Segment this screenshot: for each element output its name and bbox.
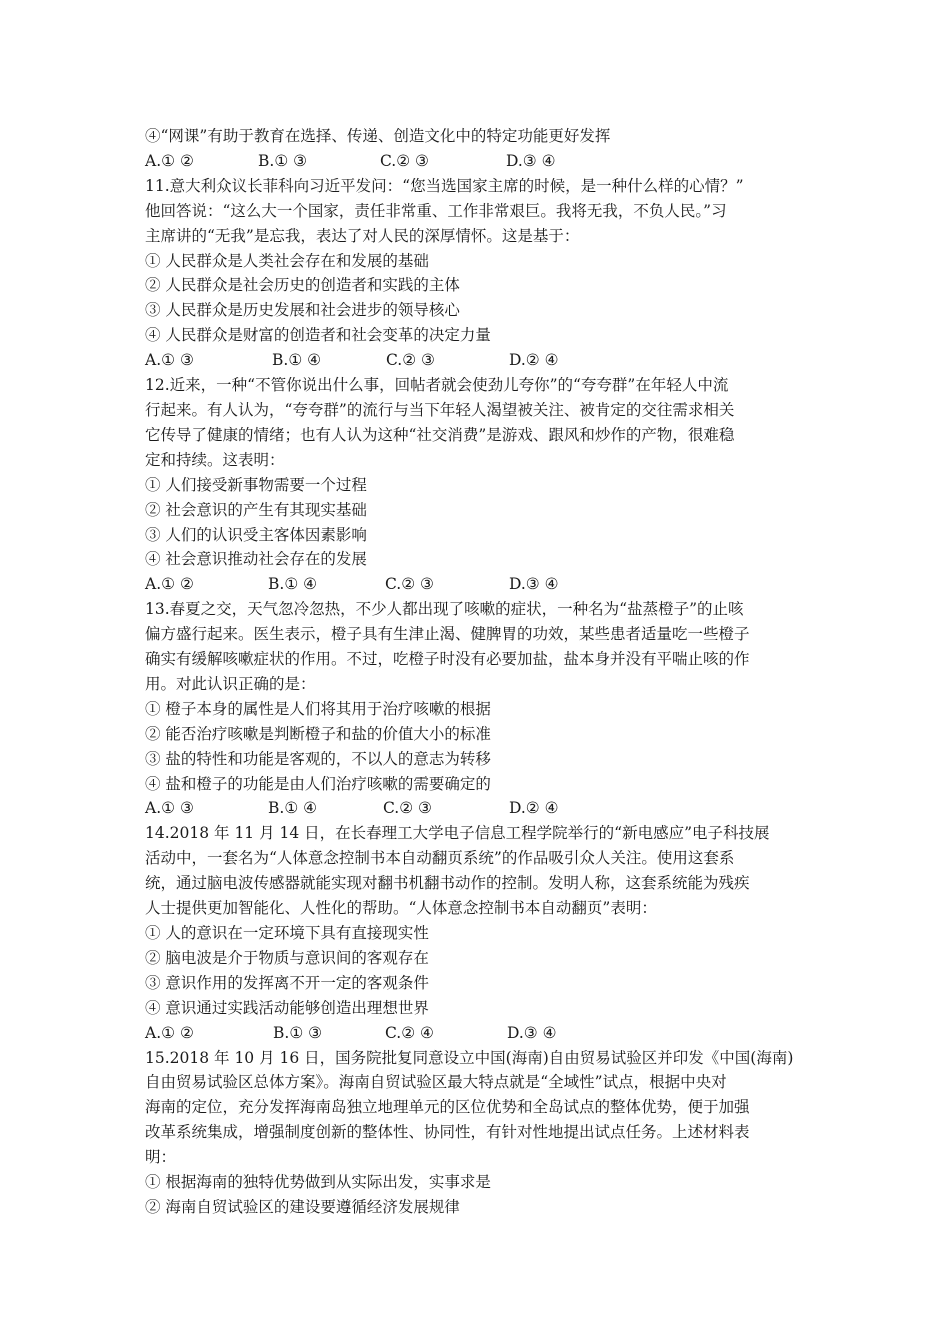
option-d: D.③ ④ xyxy=(509,575,559,594)
question-stem-line: 用。对此认识正确的是： xyxy=(145,674,316,693)
option-d: D.③ ④ xyxy=(507,1023,557,1042)
question-stem-line: 主席讲的“无我”是忘我，表达了对人民的深厚情怀。这是基于： xyxy=(145,226,580,245)
option-a: A.① ② xyxy=(145,151,194,170)
q10-options xyxy=(145,149,815,174)
option-a: A.① ③ xyxy=(145,799,194,818)
option-b: B.① ③ xyxy=(258,151,308,170)
answer-item: ④ 盐和橙子的功能是由人们治疗咳嗽的需要确定的 xyxy=(145,774,491,793)
document-page xyxy=(145,124,815,1220)
answer-options xyxy=(145,572,815,597)
option-b: B.① ④ xyxy=(272,351,322,370)
question-stem-line: 改革系统集成，增强制度创新的整体性、协同性，有针对性地提出试点任务。上述材料表 xyxy=(145,1123,750,1142)
question-stem-line: 活动中，一套名为“人体意念控制书本自动翻页系统”的作品吸引众人关注。使用这套系 xyxy=(145,849,735,868)
option-c: C.② ③ xyxy=(383,799,432,818)
question-stem-line: 明： xyxy=(145,1148,177,1167)
question-14 xyxy=(145,821,815,1045)
option-b: B.① ④ xyxy=(268,575,318,594)
answer-item: ① 人们接受新事物需要一个过程 xyxy=(145,475,367,494)
answer-item: ② 人民群众是社会历史的创造者和实践的主体 xyxy=(145,276,460,295)
answer-item: ① 人的意识在一定环境下具有直接现实性 xyxy=(145,924,429,942)
answer-item: ③ 盐的特性和功能是客观的，不以人的意志为转移 xyxy=(145,749,491,768)
option-c: C.② ③ xyxy=(385,575,434,594)
question-stem-line: 偏方盛行起来。医生表示，橙子具有生津止渴、健脾胃的功效，某些患者适量吃一些橙子 xyxy=(145,625,750,644)
option-a: A.① ② xyxy=(145,1023,194,1042)
answer-item: ① 人民群众是人类社会存在和发展的基础 xyxy=(145,251,429,270)
question-stem-line: 13.春夏之交，天气忽冷忽热，不少人都出现了咳嗽的症状，一种名为“盐蒸橙子”的止咳 xyxy=(145,600,744,619)
answer-item: ② 社会意识的产生有其现实基础 xyxy=(145,500,367,519)
answer-item: ④ 社会意识推动社会存在的发展 xyxy=(145,550,367,569)
answer-item: ④ 人民群众是财富的创造者和社会变革的决定力量 xyxy=(145,326,491,345)
question-12 xyxy=(145,373,815,597)
question-15 xyxy=(145,1046,815,1220)
question-11 xyxy=(145,174,815,373)
option-c: C.② ③ xyxy=(380,151,429,170)
question-stem-line: 行起来。有人认为，“夸夸群”的流行与当下年轻人渴望被关注、被肯定的交往需求相关 xyxy=(145,400,735,419)
question-stem-line: 人士提供更加智能化、人性化的帮助。“人体意念控制书本自动翻页”表明： xyxy=(145,899,657,918)
option-c: C.② ③ xyxy=(386,351,435,370)
question-stem-line: 自由贸易试验区总体方案》。海南自贸试验区最大特点就是“全域性”试点，根据中央对 xyxy=(145,1073,727,1092)
option-a: A.① ③ xyxy=(145,351,194,370)
answer-item: ④ 意识通过实践活动能够创造出理想世界 xyxy=(145,998,429,1017)
option-d: D.② ④ xyxy=(509,351,559,370)
question-13 xyxy=(145,597,815,821)
option-d: D.③ ④ xyxy=(506,151,556,170)
option-c: C.② ④ xyxy=(385,1023,434,1042)
question-stem-line: 定和持续。这表明： xyxy=(145,450,285,469)
question-stem-line: 14.2018 年 11 月 14 日，在长春理工大学电子信息工程学院举行的“新电感应”电子科技展 xyxy=(145,824,770,843)
answer-item: ③ 人们的认识受主客体因素影响 xyxy=(145,525,367,544)
answer-item: ① 根据海南的独特优势做到从实际出发，实事求是 xyxy=(145,1173,491,1192)
question-stem-line: 他回答说：“这么大一个国家，责任非常重、工作非常艰巨。我将无我，不负人民。”习 xyxy=(145,201,727,220)
question-stem-line: 15.2018 年 10 月 16 日，国务院批复同意设立中国(海南)自由贸易试验区并印发《中国(海南) xyxy=(145,1048,794,1067)
q10-item-4: ④“网课”有助于教育在选择、传递、创造文化中的特定功能更好发挥 xyxy=(145,127,611,145)
question-stem-line: 它传导了健康的情绪；也有人认为这种“社交消费”是游戏、跟风和炒作的产物，很难稳 xyxy=(145,425,735,444)
answer-options xyxy=(145,1021,815,1046)
option-d: D.② ④ xyxy=(509,799,559,818)
option-a: A.① ② xyxy=(145,575,194,594)
answer-item: ① 橙子本身的属性是人们将其用于治疗咳嗽的根据 xyxy=(145,699,491,718)
question-stem-line: 12.近来，一种“不管你说出什么事，回帖者就会使劲儿夸你”的“夸夸群”在年轻人中流 xyxy=(145,376,729,395)
answer-item: ③ 人民群众是历史发展和社会进步的领导核心 xyxy=(145,301,460,320)
answer-item: ③ 意识作用的发挥离不开一定的客观条件 xyxy=(145,973,429,992)
option-b: B.① ④ xyxy=(268,799,318,818)
option-b: B.① ③ xyxy=(273,1023,323,1042)
answer-item: ② 海南自贸试验区的建设要遵循经济发展规律 xyxy=(145,1197,460,1216)
answer-options xyxy=(145,348,815,373)
question-stem-line: 确实有缓解咳嗽症状的作用。不过，吃橙子时没有必要加盐，盐本身并没有平喘止咳的作 xyxy=(145,650,750,669)
question-stem-line: 海南的定位，充分发挥海南岛独立地理单元的区位优势和全岛试点的整体优势，便于加强 xyxy=(145,1098,750,1117)
question-stem-line: 11.意大利众议长菲科向习近平发问：“您当选国家主席的时候，是一种什么样的心情？” xyxy=(145,176,744,195)
answer-item: ② 能否治疗咳嗽是判断橙子和盐的价值大小的标准 xyxy=(145,724,491,743)
question-stem-line: 统，通过脑电波传感器就能实现对翻书机翻书动作的控制。发明人称，这套系统能为残疾 xyxy=(145,874,750,893)
answer-item: ② 脑电波是介于物质与意识间的客观存在 xyxy=(145,948,429,967)
answer-options xyxy=(145,796,815,821)
